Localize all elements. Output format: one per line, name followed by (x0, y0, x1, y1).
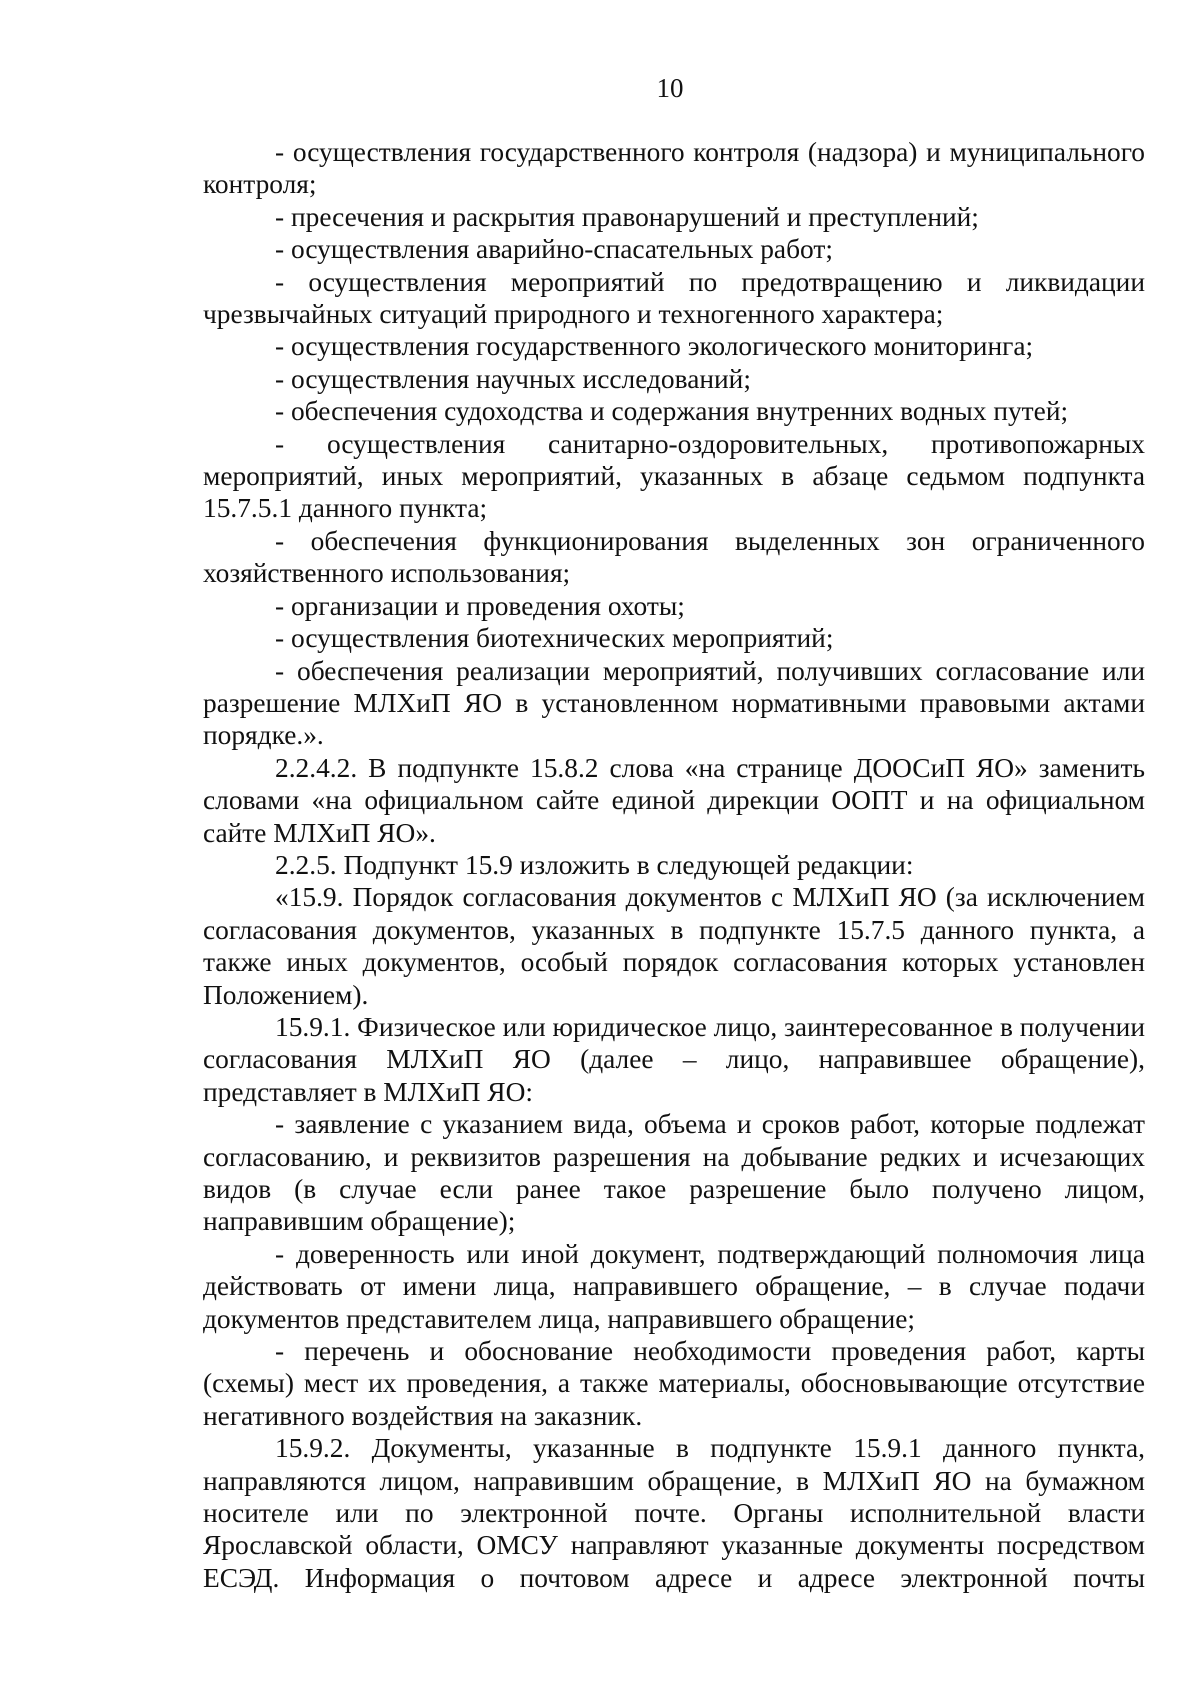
page-number: 10 (656, 73, 684, 103)
paragraph-restricted-zones: - обеспечения функционирования выделенных зон ограниченного хозяйственного использования; (203, 525, 1145, 589)
paragraph-sanitary-measures: - осуществления санитарно-оздоровительных, противопожарных мероприятий, иных мероприятий, указанных в абзаце седьмом подпункта 15.7.5.1 данного пункта; (203, 428, 1145, 524)
paragraph-2-2-4-2: 2.2.4.2. В подпункте 15.8.2 слова «на странице ДООСиП ЯО» заменить словами «на официальном сайте единой дирекции ООПТ и на официальном сайте МЛХиП ЯО». (203, 752, 1145, 848)
paragraph-power-of-attorney: - доверенность или иной документ, подтверждающий полномочия лица действовать от имени лица, направившего обращение, – в случае подачи документов представителем лица, направившего обращение; (203, 1238, 1145, 1334)
paragraph-scientific-research: - осуществления научных исследований; (275, 363, 751, 394)
paragraph-emergency-prevention: - осуществления мероприятий по предотвращению и ликвидации чрезвычайных ситуаций природного и техногенного характера; (203, 266, 1145, 330)
paragraph-15-9: «15.9. Порядок согласования документов с МЛХиП ЯО (за исключением согласования документов, указанных в подпункте 15.7.5 данного пункта, а также иных документов, особый порядок согласования которых установлен Положением). (203, 882, 1145, 1010)
paragraph-biotechnical: - осуществления биотехнических мероприятий; (275, 623, 834, 654)
document-body (203, 136, 1145, 1594)
paragraph-works-list: - перечень и обоснование необходимости проведения работ, карты (схемы) мест их проведения, а также материалы, обосновывающие отсутствие негативного воздействия на заказник. (203, 1336, 1145, 1431)
paragraph-ecological-monitoring: - осуществления государственного экологического мониторинга; (275, 331, 1034, 362)
paragraph-hunting: - организации и проведения охоты; (275, 590, 685, 621)
paragraph-15-9-1: 15.9.1. Физическое или юридическое лицо, заинтересованное в получении согласования МЛХиП ЯО (далее – лицо, направившее обращение), представляет в МЛХиП ЯО: (203, 1011, 1145, 1107)
paragraph-state-control: - осуществления государственного контроля (надзора) и муниципального контроля; (203, 137, 1145, 200)
paragraph-application: - заявление с указанием вида, объема и сроков работ, которые подлежат согласованию, и реквизитов разрешения на добывание редких и исчезающих видов (в случае если ранее такое разрешение было получено лицом, направившим обращение); (203, 1109, 1145, 1237)
paragraph-offenses: - пресечения и раскрытия правонарушений и преступлений; (275, 201, 979, 232)
paragraph-approved-measures: - обеспечения реализации мероприятий, получивших согласование или разрешение МЛХиП ЯО в установленном нормативными правовыми актами порядке.». (203, 655, 1145, 751)
paragraph-navigation: - обеспечения судоходства и содержания внутренних водных путей; (275, 396, 1069, 427)
paragraph-rescue-works: - осуществления аварийно-спасательных работ; (275, 234, 833, 265)
paragraph-15-9-2: 15.9.2. Документы, указанные в подпункте 15.9.1 данного пункта, направляются лицом, направившим обращение, в МЛХиП ЯО на бумажном носителе или по электронной почте. Органы исполнительной власти Ярославской области, ОМСУ направляют указанные документы посредством ЕСЭД. Информация о почтовом адресе и адресе электронной почты (203, 1433, 1145, 1593)
paragraph-2-2-5: 2.2.5. Подпункт 15.9 изложить в следующей редакции: (275, 849, 914, 880)
